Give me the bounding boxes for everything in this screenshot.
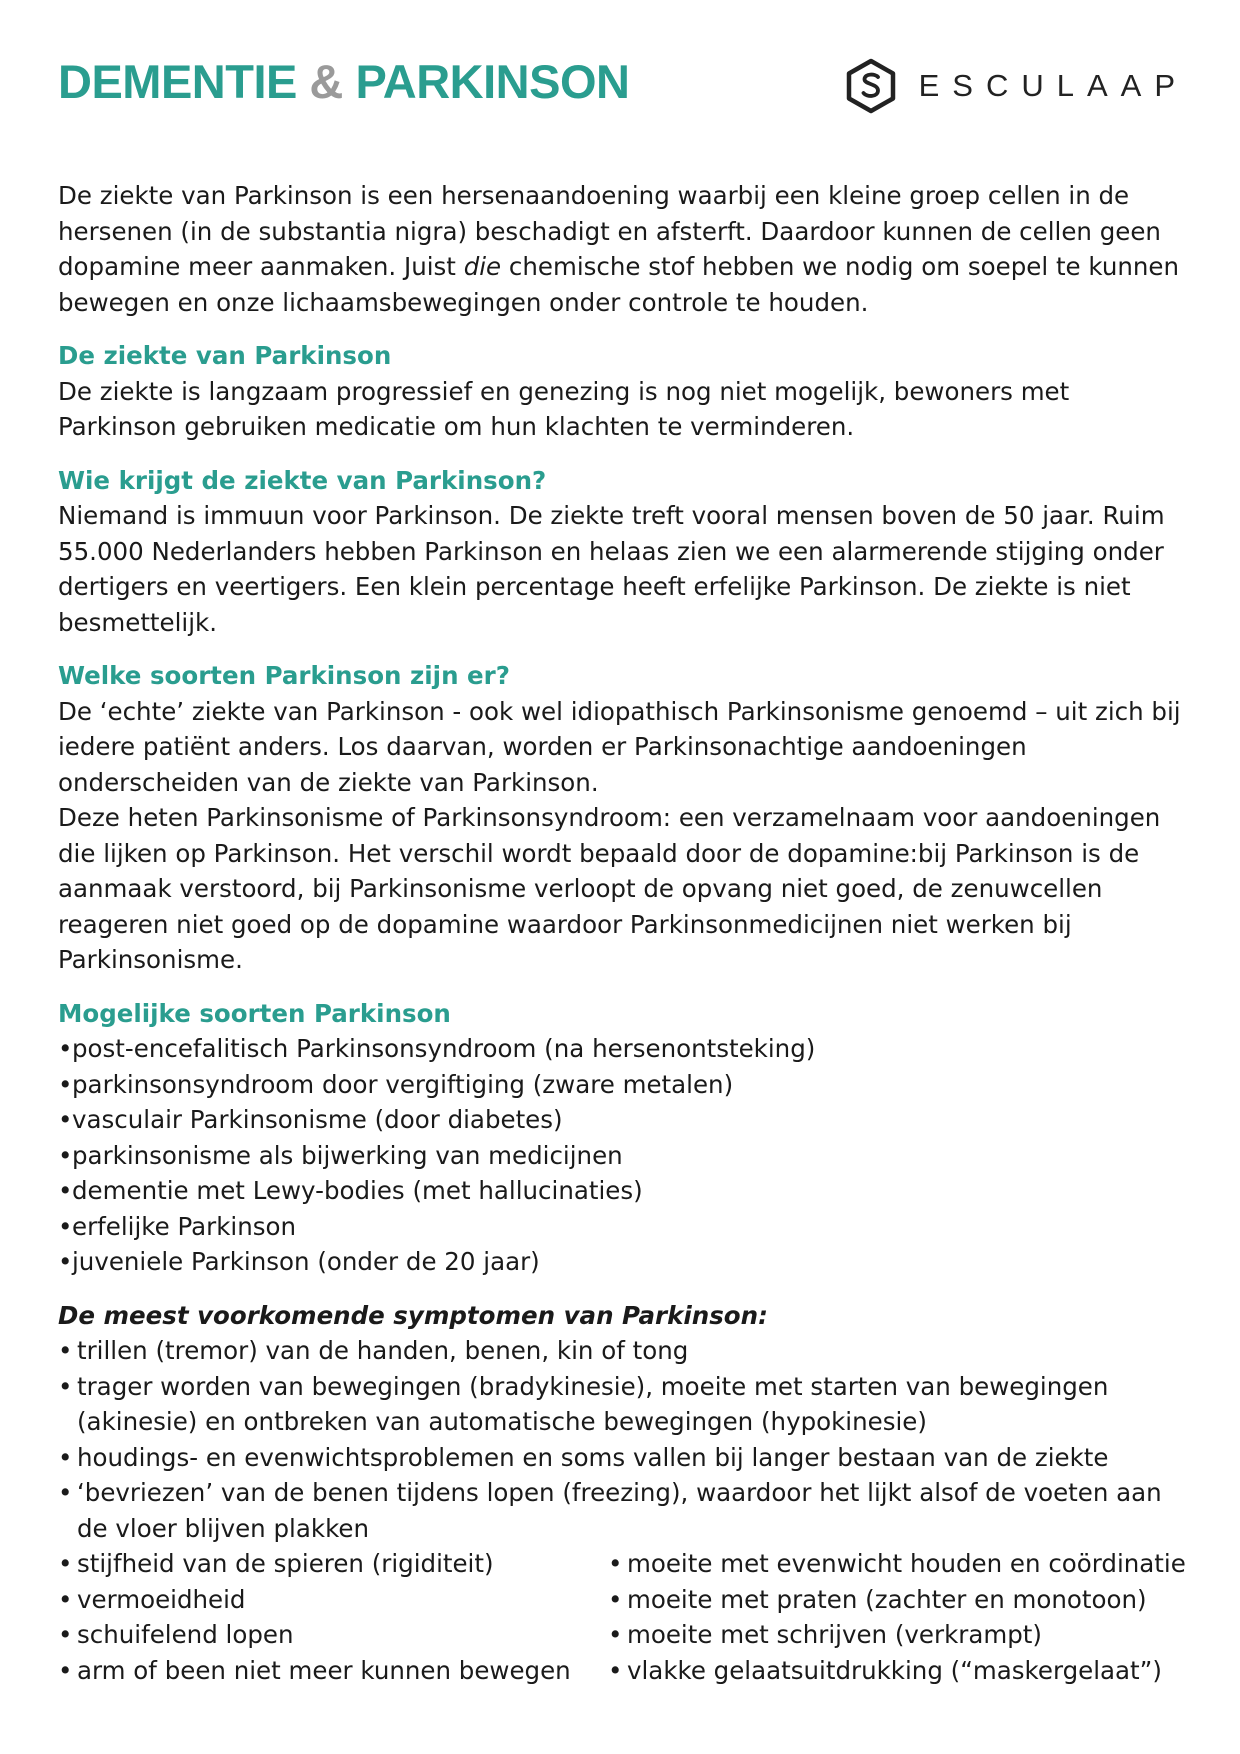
list-item: • trillen (tremor) van de handen, benen, kin of tong [58,1333,1188,1369]
list-item: • erfelijke Parkinson [58,1209,1188,1245]
intro-paragraph [58,178,1188,320]
section-heading: Wie krijgt de ziekte van Parkinson? [58,465,547,495]
esculaap-hexagon-s-icon [845,58,897,114]
list-item: • houdings- en evenwichtsproblemen en soms vallen bij langer bestaan van de ziekte [58,1440,1188,1476]
section-heading: De ziekte van Parkinson [58,341,392,370]
title-ampersand: & [309,55,343,108]
list-item: • vermoeidheid [58,1582,608,1618]
types-list [58,1031,1188,1280]
symptoms-right-column [608,1546,1188,1688]
list-item: • juveniele Parkinson (onder de 20 jaar) [58,1244,1188,1280]
list-item: • post-encefalitisch Parkinsonsyndroom (na hersenontsteking) [58,1031,1188,1067]
esculaap-logo [845,58,1188,114]
intro-text-1: De ziekte van Parkinson is een hersenaandoening waarbij een kleine groep cellen in de hersenen (in de substantia nigra) beschadigt en afsterft. Daardoor kunnen de cellen geen dopamine meer aanmaken. Juist [58,181,1161,281]
list-item: • schuifelend lopen [58,1617,608,1653]
list-item: • moeite met praten (zachter en monotoon) [608,1582,1188,1618]
section-body: De ziekte is langzaam progressief en genezing is nog niet mogelijk, bewoners met Parkinson gebruiken medicatie om hun klachten te verminderen. [58,376,1070,441]
title-dementie: DEMENTIE [58,55,297,108]
symptoms-list [58,1333,1188,1546]
intro-text-2: chemische stof hebben we nodig om soepel te kunnen bewegen en onze lichaamsbewegingen onder controle te houden. [58,252,1180,317]
page [58,52,1188,1685]
section-body: De ‘echte’ ziekte van Parkinson - ook wel idiopathisch Parkinsonisme genoemd – uit zich bij iedere patiënt anders. Los daarvan, worden er Parkinsonachtige aandoeningen onderscheiden van de ziekte van Parkinson. [58,696,1181,797]
logo-text: ESCULAAP [918,68,1188,103]
list-item: • moeite met schrijven (verkrampt) [608,1617,1188,1653]
intro-emphasis: die [463,252,502,281]
symptoms-heading-text: De meest voorkomende symptomen van Parkinson [58,1300,759,1330]
list-item: • moeite met evenwicht houden en coördinatie [608,1546,1188,1582]
list-item: • trager worden van bewegingen (bradykinesie), moeite met starten van bewegingen (akinesie) en ontbreken van automatische bewegingen (hypokinesie) [58,1369,1188,1440]
list-item: • parkinsonsyndroom door vergiftiging (zware metalen) [58,1067,1188,1103]
list-item: • vlakke gelaatsuitdrukking (“maskergelaat”) [608,1653,1188,1689]
types-heading: Mogelijke soorten Parkinson [58,998,451,1028]
section-body: Niemand is immuun voor Parkinson. De ziekte treft vooral mensen boven de 50 jaar. Ruim 55.000 Nederlanders hebben Parkinson en helaas zien we een alarmerende stijging onder dertigers en veertigers. Een klein percentage heeft erfelijke Parkinson. De ziekte is niet besmettelijk. [58,501,1165,637]
content [58,178,1188,1688]
list-item: • stijfheid van de spieren (rigiditeit) [58,1546,608,1582]
list-item: • ‘bevriezen’ van de benen tijdens lopen (freezing), waardoor het lijkt alsof de voeten aan de vloer blijven plakken [58,1475,1188,1546]
list-item: • vasculair Parkinsonisme (door diabetes) [58,1102,1188,1138]
section-heading: Welke soorten Parkinson zijn er? [58,661,510,690]
section-body: Deze heten Parkinsonisme of Parkinsonsyndroom: een verzamelnaam voor aandoeningen die lijken op Parkinson. Het verschil wordt bepaald door de dopamine:bij Parkinson is de aanmaak verstoord, bij Parkinsonisme verloopt de opvang niet goed, de zenuwcellen reageren niet goed op de dopamine waardoor Parkinsonmedicijnen niet werken bij Parkinsonisme. [58,803,1161,974]
list-item: • parkinsonisme als bijwerking van medicijnen [58,1138,1188,1174]
symptoms-heading-colon: : [758,1300,768,1330]
symptoms-two-columns [58,1546,1188,1688]
title-parkinson: PARKINSON [355,55,630,108]
symptoms-heading [58,1298,1188,1334]
header [58,52,1188,132]
symptoms-left-column [58,1546,608,1688]
list-item: • arm of been niet meer kunnen bewegen [58,1653,608,1689]
list-item: • dementie met Lewy-bodies (met hallucinaties) [58,1173,1188,1209]
page-title [58,55,630,108]
